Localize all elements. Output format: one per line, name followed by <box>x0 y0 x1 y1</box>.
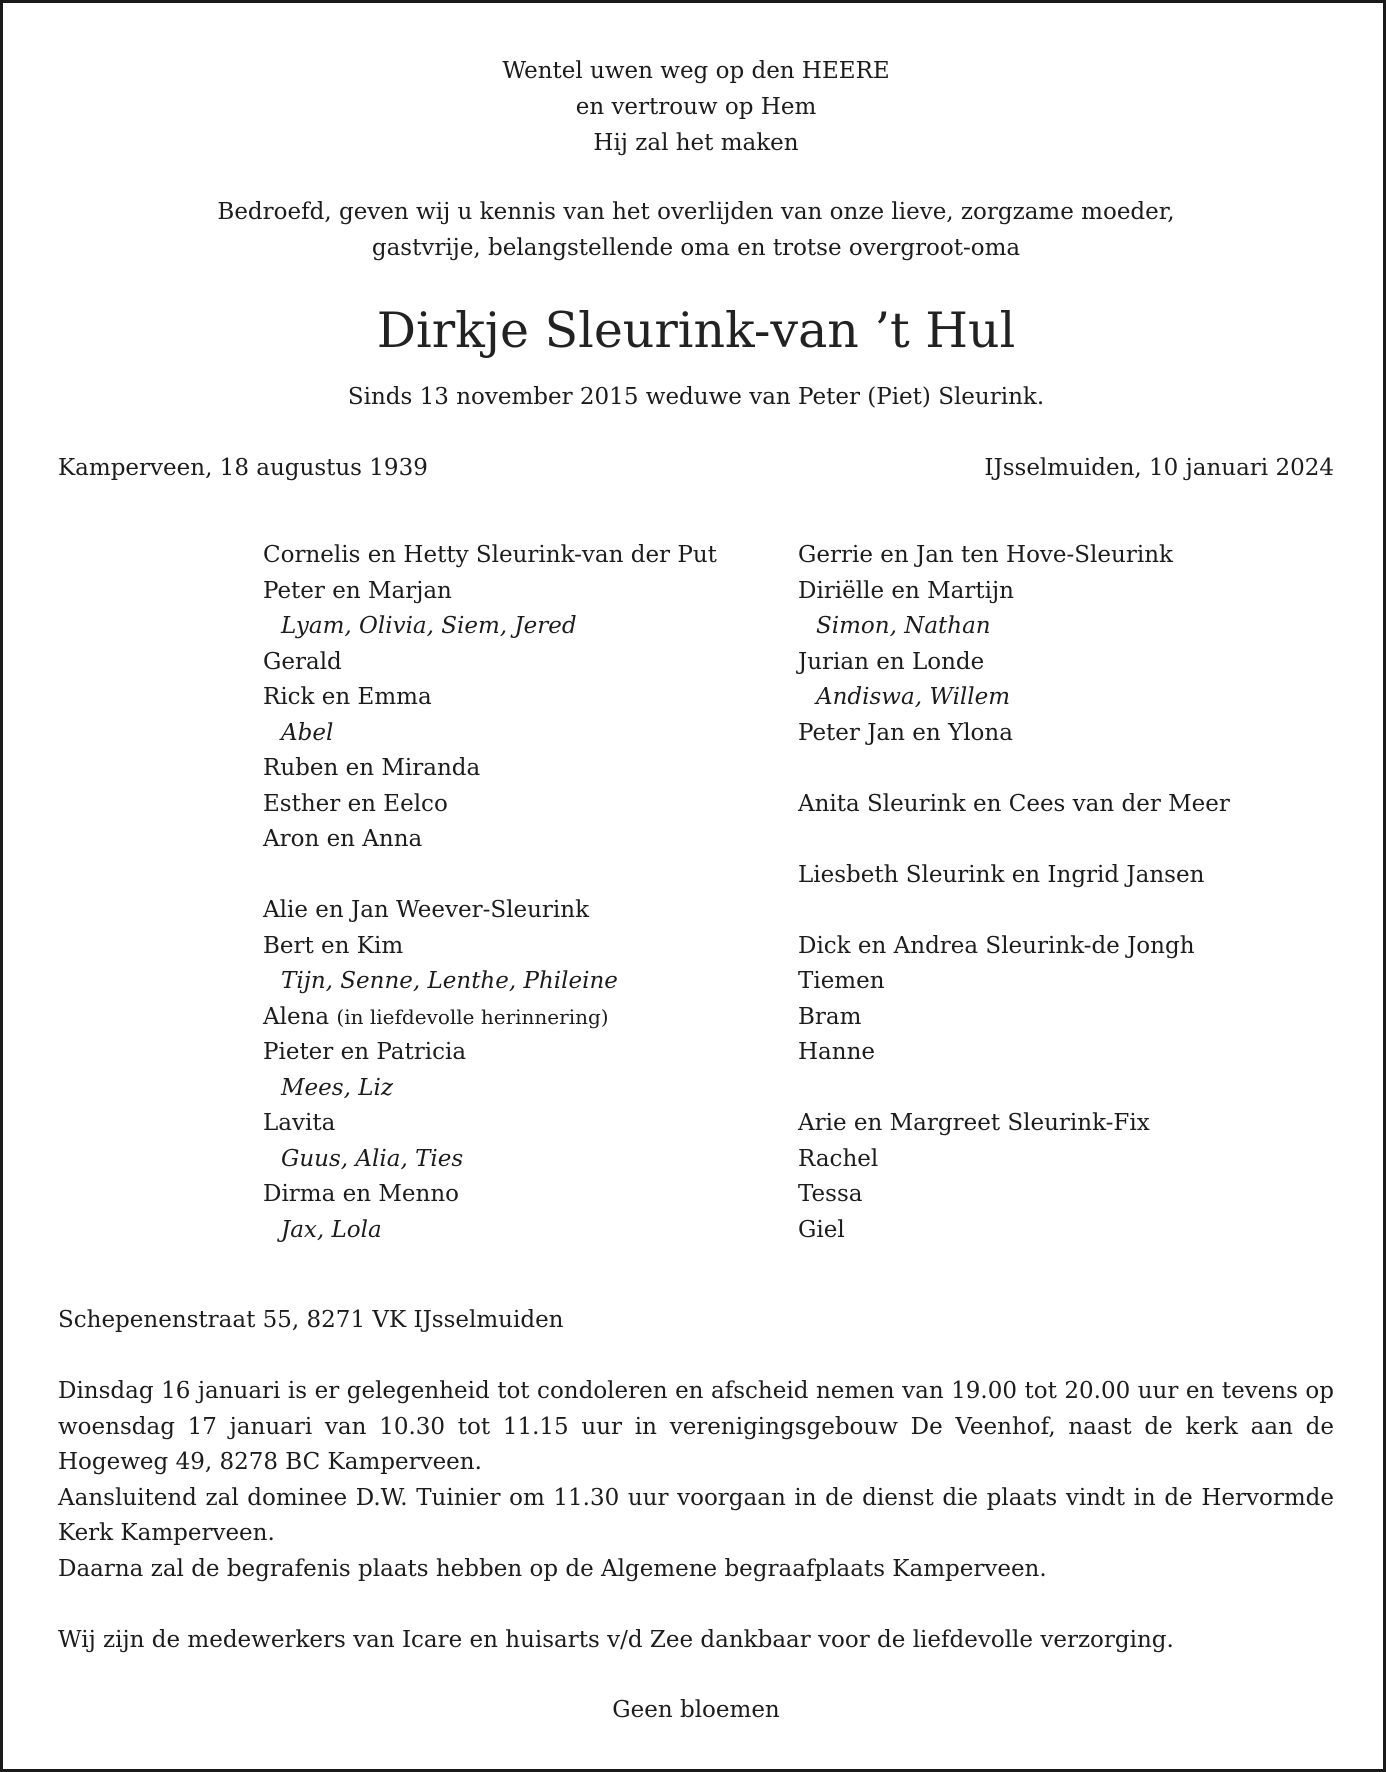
family-member-line <box>798 1177 1338 1213</box>
family-member-name: Aron en Anna <box>263 826 423 852</box>
family-member-line <box>263 645 783 681</box>
family-member-name: Guus, Alia, Ties <box>281 1145 464 1172</box>
grandchildren-line <box>263 716 783 752</box>
family-spacer <box>798 822 1338 858</box>
family-member-line <box>263 538 783 574</box>
family-member-line <box>798 929 1338 965</box>
family-member-line <box>798 645 1338 681</box>
family-member-name: Arie en Margreet Sleurink-Fix <box>798 1110 1150 1136</box>
family-member-line <box>798 574 1338 610</box>
family-member-name: Tiemen <box>798 968 885 994</box>
family-member-name: Pieter en Patricia <box>263 1039 467 1065</box>
service-information <box>58 1374 1334 1587</box>
home-address: Schepenenstraat 55, 8271 VK IJsselmuiden <box>58 1307 564 1333</box>
widow-line: Sinds 13 november 2015 weduwe van Peter (Piet) Sleurink. <box>347 384 1045 410</box>
info-paragraph: Dinsdag 16 januari is er gelegenheid tot condoleren en afscheid nemen van 19.00 tot 20.00 uur en tevens op woensdag 17 januari van 10.30 tot 11.15 uur in verenigingsgebouw De Veenhof, naast de kerk aan de Hogeweg 49, 8278 BC Kamperveen. <box>58 1378 1334 1475</box>
family-member-name: Abel <box>281 719 334 746</box>
family-member-name: Giel <box>798 1216 845 1243</box>
family-member-line <box>263 574 783 610</box>
family-member-name: Alie en Jan Weever-Sleurink <box>263 897 590 923</box>
family-member-line <box>798 1142 1338 1178</box>
family-member-name: Bram <box>798 1003 862 1030</box>
family-member-name: Anita Sleurink en Cees van der Meer <box>798 790 1230 817</box>
family-member-line <box>263 893 783 929</box>
family-member-name: Andiswa, Willem <box>816 684 1011 710</box>
thanks-line: Wij zijn de medewerkers van Icare en huisarts v/d Zee dankbaar voor de liefdevolle verzorging. <box>58 1627 1174 1653</box>
family-member-name: Alena <box>263 1003 330 1030</box>
bible-verse <box>3 53 1386 161</box>
family-member-name: Lyam, Olivia, Siem, Jered <box>281 613 577 639</box>
grandchildren-line <box>798 680 1338 716</box>
family-member-line <box>798 858 1338 894</box>
family-member-line <box>798 1106 1338 1142</box>
info-paragraph: Daarna zal de begrafenis plaats hebben op de Algemene begraafplaats Kamperveen. <box>58 1555 1047 1582</box>
info-paragraph: Aansluitend zal dominee D.W. Tuinier om 11.30 uur voorgaan in de dienst die plaats vindt in de Hervormde Kerk Kamperveen. <box>58 1484 1334 1546</box>
family-member-name: Jurian en Londe <box>798 648 985 675</box>
family-member-line <box>263 751 783 787</box>
family-list-right <box>798 538 1338 1248</box>
family-member-name: Esther en Eelco <box>263 790 448 817</box>
memorial-note: (in liefdevolle herinnering) <box>336 1004 609 1029</box>
family-member-line <box>263 929 783 965</box>
deceased-name: Dirkje Sleurink-van ’t Hul <box>376 302 1016 359</box>
no-flowers-note: Geen bloemen <box>612 1697 780 1723</box>
family-member-line <box>263 787 783 823</box>
family-member-line <box>798 1000 1338 1036</box>
family-member-line <box>263 1000 783 1036</box>
family-member-name: Rachel <box>798 1145 879 1172</box>
family-member-name: Dirma en Menno <box>263 1181 459 1207</box>
family-member-line <box>798 964 1338 1000</box>
verse-line: Wentel uwen weg op den HEERE <box>502 58 890 84</box>
family-member-name: Peter Jan en Ylona <box>798 719 1013 746</box>
family-member-line <box>263 1177 783 1213</box>
grandchildren-line <box>263 1142 783 1178</box>
verse-line: Hij zal het maken <box>593 130 799 156</box>
announcement-intro <box>3 194 1386 266</box>
family-member-name: Liesbeth Sleurink en Ingrid Jansen <box>798 861 1205 888</box>
family-member-name: Simon, Nathan <box>816 613 991 639</box>
family-list-left <box>263 538 783 1248</box>
grandchildren-line <box>263 1071 783 1107</box>
family-spacer <box>798 1071 1338 1107</box>
family-member-name: Diriëlle en Martijn <box>798 577 1014 604</box>
family-member-line <box>798 716 1338 752</box>
family-member-name: Cornelis en Hetty Sleurink-van der Put <box>263 542 717 568</box>
grandchildren-line <box>263 964 783 1000</box>
family-member-line <box>263 1035 783 1071</box>
family-member-line <box>263 1106 783 1142</box>
birth-death-line <box>58 451 1334 485</box>
death-place-date: IJsselmuiden, 10 januari 2024 <box>984 455 1334 481</box>
intro-line: Bedroefd, geven wij u kennis van het overlijden van onze lieve, zorgzame moeder, <box>217 199 1175 225</box>
family-member-name: Rick en Emma <box>263 684 432 710</box>
family-member-name: Hanne <box>798 1039 876 1065</box>
family-member-name: Tessa <box>798 1181 863 1207</box>
family-member-line <box>798 1035 1338 1071</box>
intro-line: gastvrije, belangstellende oma en trotse overgroot-oma <box>371 235 1021 261</box>
family-member-line <box>798 1213 1338 1249</box>
family-spacer <box>798 893 1338 929</box>
family-member-line <box>263 680 783 716</box>
grandchildren-line <box>263 1213 783 1249</box>
verse-line: en vertrouw op Hem <box>575 94 817 120</box>
family-member-name: Ruben en Miranda <box>263 755 481 781</box>
family-member-name: Bert en Kim <box>263 932 404 959</box>
family-member-line <box>798 787 1338 823</box>
family-member-line <box>798 538 1338 574</box>
family-member-name: Peter en Marjan <box>263 577 452 604</box>
birth-place-date: Kamperveen, 18 augustus 1939 <box>58 455 428 481</box>
family-spacer <box>263 858 783 894</box>
grandchildren-line <box>798 609 1338 645</box>
family-member-name: Lavita <box>263 1110 336 1136</box>
family-member-name: Gerald <box>263 648 342 675</box>
family-member-name: Gerrie en Jan ten Hove-Sleurink <box>798 542 1173 568</box>
family-member-name: Dick en Andrea Sleurink-de Jongh <box>798 932 1195 959</box>
family-member-name: Mees, Liz <box>281 1074 393 1101</box>
family-spacer <box>798 751 1338 787</box>
family-member-name: Jax, Lola <box>281 1216 382 1243</box>
family-member-line <box>263 822 783 858</box>
family-member-name: Tijn, Senne, Lenthe, Phileine <box>281 968 618 994</box>
grandchildren-line <box>263 609 783 645</box>
